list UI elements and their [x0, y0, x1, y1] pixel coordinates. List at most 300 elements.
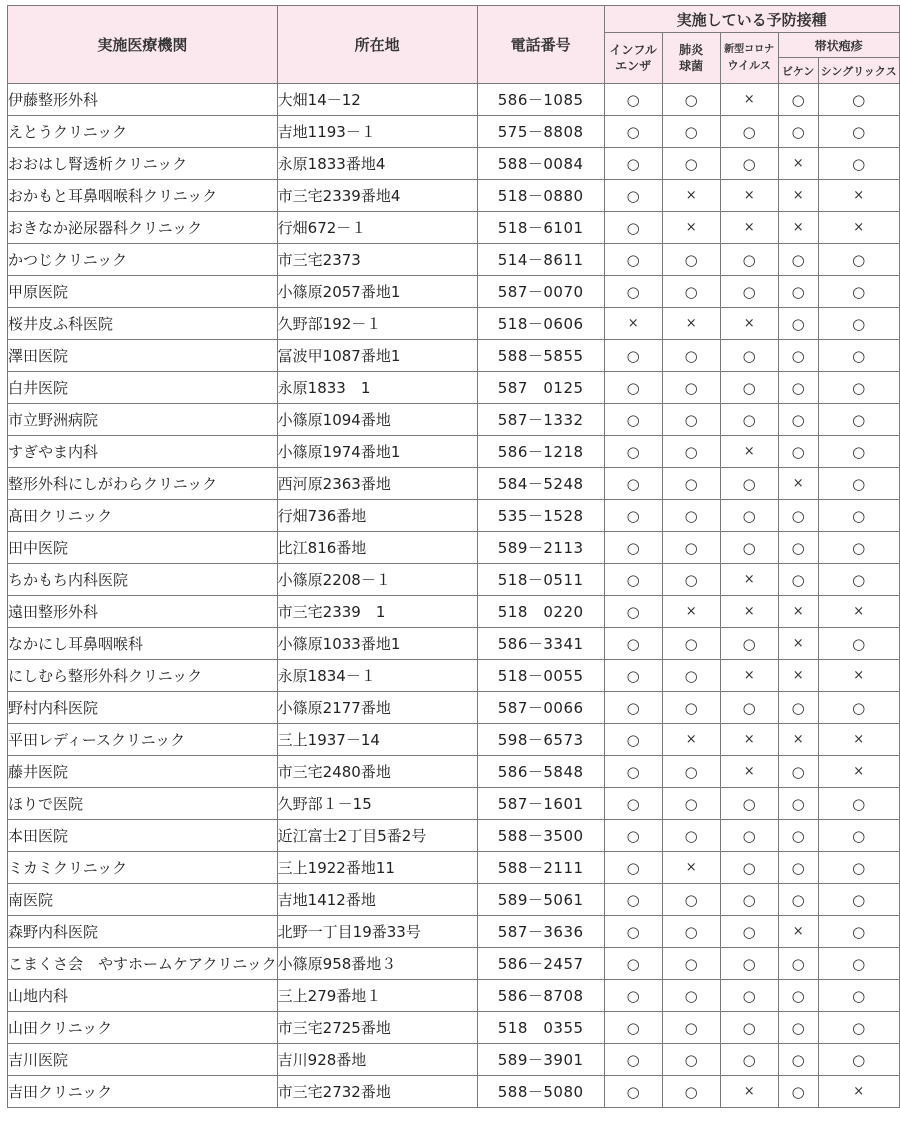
- institution-name-cell: 桜井皮ふ科医院: [8, 308, 278, 340]
- shingrix-cell: ○: [818, 468, 899, 500]
- phone-cell: 535－1528: [477, 500, 604, 532]
- phone-cell: 584－5248: [477, 468, 604, 500]
- influenza-cell: ○: [604, 884, 662, 916]
- table-row: [8, 148, 900, 180]
- institution-name-cell: 白井医院: [8, 372, 278, 404]
- pneumococcal-cell: ○: [662, 84, 720, 116]
- phone-cell: 587－0066: [477, 692, 604, 724]
- bigen-cell: ○: [778, 852, 818, 884]
- table-row: [8, 500, 900, 532]
- table-row: [8, 404, 900, 436]
- pneumococcal-cell: ○: [662, 1012, 720, 1044]
- institution-name-cell: おかもと耳鼻咽喉科クリニック: [8, 180, 278, 212]
- institution-name-cell: 平田レディースクリニック: [8, 724, 278, 756]
- shingrix-cell: ○: [818, 84, 899, 116]
- phone-cell: 589－5061: [477, 884, 604, 916]
- pneumococcal-cell: ○: [662, 372, 720, 404]
- covid-cell: ×: [720, 756, 778, 788]
- address-cell: 久野部１－15: [277, 788, 477, 820]
- institution-name-cell: こまくさ会 やすホームケアクリニック: [8, 948, 278, 980]
- phone-cell: 586－8708: [477, 980, 604, 1012]
- covid-cell: ×: [720, 436, 778, 468]
- address-cell: 西河原2363番地: [277, 468, 477, 500]
- shingrix-cell: ○: [818, 788, 899, 820]
- pneumococcal-cell: ○: [662, 820, 720, 852]
- influenza-cell: ○: [604, 916, 662, 948]
- phone-cell: 586－3341: [477, 628, 604, 660]
- bigen-cell: ×: [778, 724, 818, 756]
- shingrix-cell: ○: [818, 692, 899, 724]
- phone-cell: 518－0511: [477, 564, 604, 596]
- table-row: [8, 116, 900, 148]
- shingrix-cell: ×: [818, 1076, 899, 1108]
- pneumococcal-cell: ○: [662, 1044, 720, 1076]
- institution-name-cell: 山田クリニック: [8, 1012, 278, 1044]
- pneumococcal-cell: ○: [662, 884, 720, 916]
- shingrix-cell: ○: [818, 500, 899, 532]
- table-row: [8, 628, 900, 660]
- address-cell: 久野部192－１: [277, 308, 477, 340]
- influenza-cell: ○: [604, 596, 662, 628]
- bigen-cell: ○: [778, 1076, 818, 1108]
- header-covid-line2: ウイルス: [727, 59, 771, 72]
- shingrix-cell: ○: [818, 948, 899, 980]
- pneumococcal-cell: ×: [662, 596, 720, 628]
- header-bigen: ビケン: [778, 58, 818, 84]
- header-shingles-group: 帯状疱疹: [778, 33, 899, 58]
- covid-cell: ×: [720, 564, 778, 596]
- phone-cell: 518 0220: [477, 596, 604, 628]
- influenza-cell: ○: [604, 820, 662, 852]
- influenza-cell: ○: [604, 180, 662, 212]
- covid-cell: ○: [720, 628, 778, 660]
- header-institution: 実施医療機関: [8, 6, 278, 84]
- covid-cell: ×: [720, 212, 778, 244]
- bigen-cell: ○: [778, 1012, 818, 1044]
- table-row: [8, 1076, 900, 1108]
- influenza-cell: ○: [604, 1044, 662, 1076]
- influenza-cell: ○: [604, 756, 662, 788]
- covid-cell: ×: [720, 84, 778, 116]
- bigen-cell: ○: [778, 564, 818, 596]
- pneumococcal-cell: ○: [662, 244, 720, 276]
- pneumococcal-cell: ○: [662, 468, 720, 500]
- phone-cell: 587 0125: [477, 372, 604, 404]
- address-cell: 吉川928番地: [277, 1044, 477, 1076]
- address-cell: 小篠原1974番地1: [277, 436, 477, 468]
- influenza-cell: ○: [604, 148, 662, 180]
- table-row: [8, 340, 900, 372]
- phone-cell: 586－1218: [477, 436, 604, 468]
- address-cell: 永原1833 1: [277, 372, 477, 404]
- institution-name-cell: おきなか泌尿器科クリニック: [8, 212, 278, 244]
- phone-cell: 588－0084: [477, 148, 604, 180]
- covid-cell: ○: [720, 532, 778, 564]
- influenza-cell: ○: [604, 724, 662, 756]
- influenza-cell: ○: [604, 436, 662, 468]
- header-shingrix: シングリックス: [818, 58, 899, 84]
- table-row: [8, 468, 900, 500]
- table-row: [8, 308, 900, 340]
- address-cell: 小篠原958番地３: [277, 948, 477, 980]
- table-row: [8, 692, 900, 724]
- address-cell: 小篠原1094番地: [277, 404, 477, 436]
- pneumococcal-cell: ○: [662, 948, 720, 980]
- address-cell: 市三宅2339番地4: [277, 180, 477, 212]
- institution-name-cell: 野村内科医院: [8, 692, 278, 724]
- bigen-cell: ○: [778, 244, 818, 276]
- pneumococcal-cell: ○: [662, 660, 720, 692]
- bigen-cell: ○: [778, 404, 818, 436]
- address-cell: 小篠原2177番地: [277, 692, 477, 724]
- shingrix-cell: ○: [818, 340, 899, 372]
- table-row: [8, 372, 900, 404]
- shingrix-cell: ○: [818, 1012, 899, 1044]
- covid-cell: ○: [720, 340, 778, 372]
- covid-cell: ○: [720, 116, 778, 148]
- bigen-cell: ○: [778, 276, 818, 308]
- phone-cell: 518－0055: [477, 660, 604, 692]
- address-cell: 市三宅2339 1: [277, 596, 477, 628]
- shingrix-cell: ○: [818, 564, 899, 596]
- table-row: [8, 564, 900, 596]
- institution-name-cell: 整形外科にしがわらクリニック: [8, 468, 278, 500]
- covid-cell: ○: [720, 372, 778, 404]
- institution-name-cell: すぎやま内科: [8, 436, 278, 468]
- institution-name-cell: かつじクリニック: [8, 244, 278, 276]
- institution-name-cell: 田中医院: [8, 532, 278, 564]
- covid-cell: ○: [720, 1012, 778, 1044]
- table-row: [8, 436, 900, 468]
- phone-cell: 587－0070: [477, 276, 604, 308]
- table-row: [8, 724, 900, 756]
- phone-cell: 587－1601: [477, 788, 604, 820]
- shingrix-cell: ○: [818, 916, 899, 948]
- institution-name-cell: なかにし耳鼻咽喉科: [8, 628, 278, 660]
- pneumococcal-cell: ○: [662, 276, 720, 308]
- shingrix-cell: ×: [818, 756, 899, 788]
- header-vaccines-group: 実施している予防接種: [604, 6, 899, 33]
- shingrix-cell: ○: [818, 820, 899, 852]
- influenza-cell: ○: [604, 660, 662, 692]
- header-phone: 電話番号: [477, 6, 604, 84]
- shingrix-cell: ○: [818, 436, 899, 468]
- bigen-cell: ○: [778, 980, 818, 1012]
- phone-cell: 598－6573: [477, 724, 604, 756]
- covid-cell: ○: [720, 948, 778, 980]
- shingrix-cell: ×: [818, 724, 899, 756]
- header-influenza-line2: エンザ: [615, 59, 652, 73]
- phone-cell: 586－2457: [477, 948, 604, 980]
- pneumococcal-cell: ○: [662, 788, 720, 820]
- institution-name-cell: 本田医院: [8, 820, 278, 852]
- pneumococcal-cell: ×: [662, 852, 720, 884]
- header-address: 所在地: [277, 6, 477, 84]
- pneumococcal-cell: ○: [662, 916, 720, 948]
- shingrix-cell: ×: [818, 180, 899, 212]
- covid-cell: ×: [720, 724, 778, 756]
- phone-cell: 588－5855: [477, 340, 604, 372]
- institution-name-cell: 吉田クリニック: [8, 1076, 278, 1108]
- influenza-cell: ○: [604, 564, 662, 596]
- table-row: [8, 532, 900, 564]
- pneumococcal-cell: ○: [662, 756, 720, 788]
- institution-name-cell: 澤田医院: [8, 340, 278, 372]
- shingrix-cell: ○: [818, 628, 899, 660]
- phone-cell: 586－5848: [477, 756, 604, 788]
- institution-name-cell: ほりで医院: [8, 788, 278, 820]
- pneumococcal-cell: ×: [662, 212, 720, 244]
- table-row: [8, 212, 900, 244]
- shingrix-cell: ○: [818, 148, 899, 180]
- bigen-cell: ×: [778, 468, 818, 500]
- table-row: [8, 756, 900, 788]
- address-cell: 市三宅2725番地: [277, 1012, 477, 1044]
- bigen-cell: ○: [778, 436, 818, 468]
- covid-cell: ○: [720, 500, 778, 532]
- shingrix-cell: ×: [818, 660, 899, 692]
- table-row: [8, 244, 900, 276]
- address-cell: 三上279番地１: [277, 980, 477, 1012]
- table-row: [8, 916, 900, 948]
- influenza-cell: ○: [604, 372, 662, 404]
- institution-name-cell: 山地内科: [8, 980, 278, 1012]
- address-cell: 小篠原1033番地1: [277, 628, 477, 660]
- phone-cell: 587－3636: [477, 916, 604, 948]
- influenza-cell: ○: [604, 1076, 662, 1108]
- influenza-cell: ×: [604, 308, 662, 340]
- bigen-cell: ○: [778, 532, 818, 564]
- covid-cell: ○: [720, 916, 778, 948]
- phone-cell: 588－2111: [477, 852, 604, 884]
- address-cell: 小篠原2208－１: [277, 564, 477, 596]
- pneumococcal-cell: ○: [662, 980, 720, 1012]
- table-row: [8, 276, 900, 308]
- institution-name-cell: 伊藤整形外科: [8, 84, 278, 116]
- address-cell: 市三宅2373: [277, 244, 477, 276]
- shingrix-cell: ○: [818, 372, 899, 404]
- bigen-cell: ○: [778, 756, 818, 788]
- shingrix-cell: ○: [818, 852, 899, 884]
- address-cell: 近江富士2丁目5番2号: [277, 820, 477, 852]
- covid-cell: ×: [720, 660, 778, 692]
- address-cell: 吉地1412番地: [277, 884, 477, 916]
- table-row: [8, 820, 900, 852]
- phone-cell: 518 0355: [477, 1012, 604, 1044]
- shingrix-cell: ○: [818, 1044, 899, 1076]
- pneumococcal-cell: ○: [662, 500, 720, 532]
- covid-cell: ○: [720, 884, 778, 916]
- phone-cell: 589－3901: [477, 1044, 604, 1076]
- phone-cell: 588－5080: [477, 1076, 604, 1108]
- covid-cell: ○: [720, 468, 778, 500]
- institution-name-cell: 甲原医院: [8, 276, 278, 308]
- table-row: [8, 852, 900, 884]
- shingrix-cell: ○: [818, 244, 899, 276]
- pneumococcal-cell: ○: [662, 532, 720, 564]
- influenza-cell: ○: [604, 212, 662, 244]
- influenza-cell: ○: [604, 980, 662, 1012]
- covid-cell: ○: [720, 788, 778, 820]
- shingrix-cell: ○: [818, 276, 899, 308]
- phone-cell: 575－8808: [477, 116, 604, 148]
- pneumococcal-cell: ○: [662, 564, 720, 596]
- covid-cell: ×: [720, 596, 778, 628]
- phone-cell: 518－0606: [477, 308, 604, 340]
- shingrix-cell: ○: [818, 532, 899, 564]
- bigen-cell: ○: [778, 884, 818, 916]
- phone-cell: 514－8611: [477, 244, 604, 276]
- pneumococcal-cell: ○: [662, 404, 720, 436]
- shingrix-cell: ○: [818, 980, 899, 1012]
- pneumococcal-cell: ○: [662, 1076, 720, 1108]
- header-covid: [720, 33, 778, 84]
- table-row: [8, 1012, 900, 1044]
- covid-cell: ○: [720, 276, 778, 308]
- address-cell: 冨波甲1087番地1: [277, 340, 477, 372]
- table-row: [8, 980, 900, 1012]
- phone-cell: 587－1332: [477, 404, 604, 436]
- covid-cell: ×: [720, 180, 778, 212]
- covid-cell: ×: [720, 308, 778, 340]
- shingrix-cell: ○: [818, 116, 899, 148]
- covid-cell: ○: [720, 148, 778, 180]
- bigen-cell: ○: [778, 340, 818, 372]
- institution-name-cell: えとうクリニック: [8, 116, 278, 148]
- bigen-cell: ○: [778, 692, 818, 724]
- shingrix-cell: ○: [818, 884, 899, 916]
- bigen-cell: ×: [778, 212, 818, 244]
- bigen-cell: ×: [778, 628, 818, 660]
- header-covid-line1: 新型コロナ: [724, 44, 775, 55]
- covid-cell: ○: [720, 1044, 778, 1076]
- institution-name-cell: おおはし腎透析クリニック: [8, 148, 278, 180]
- pneumococcal-cell: ×: [662, 180, 720, 212]
- pneumococcal-cell: ○: [662, 436, 720, 468]
- bigen-cell: ×: [778, 180, 818, 212]
- pneumococcal-cell: ○: [662, 340, 720, 372]
- table-row: [8, 1044, 900, 1076]
- table-row: [8, 660, 900, 692]
- influenza-cell: ○: [604, 1012, 662, 1044]
- influenza-cell: ○: [604, 244, 662, 276]
- influenza-cell: ○: [604, 116, 662, 148]
- phone-cell: 588－3500: [477, 820, 604, 852]
- table-body: [8, 84, 900, 1108]
- covid-cell: ○: [720, 404, 778, 436]
- shingrix-cell: ×: [818, 212, 899, 244]
- bigen-cell: ○: [778, 500, 818, 532]
- address-cell: 比江816番地: [277, 532, 477, 564]
- bigen-cell: ○: [778, 116, 818, 148]
- covid-cell: ○: [720, 980, 778, 1012]
- address-cell: 三上1937－14: [277, 724, 477, 756]
- influenza-cell: ○: [604, 340, 662, 372]
- table-row: [8, 84, 900, 116]
- institution-name-cell: 吉川医院: [8, 1044, 278, 1076]
- institution-name-cell: にしむら整形外科クリニック: [8, 660, 278, 692]
- bigen-cell: ×: [778, 148, 818, 180]
- address-cell: 北野一丁目19番33号: [277, 916, 477, 948]
- header-influenza: [604, 33, 662, 84]
- bigen-cell: ○: [778, 308, 818, 340]
- influenza-cell: ○: [604, 948, 662, 980]
- covid-cell: ×: [720, 1076, 778, 1108]
- institution-name-cell: 藤井医院: [8, 756, 278, 788]
- influenza-cell: ○: [604, 788, 662, 820]
- covid-cell: ○: [720, 852, 778, 884]
- influenza-cell: ○: [604, 532, 662, 564]
- influenza-cell: ○: [604, 628, 662, 660]
- address-cell: 永原1834－１: [277, 660, 477, 692]
- influenza-cell: ○: [604, 276, 662, 308]
- table-row: [8, 884, 900, 916]
- bigen-cell: ○: [778, 1044, 818, 1076]
- institution-name-cell: 森野内科医院: [8, 916, 278, 948]
- institution-name-cell: 市立野洲病院: [8, 404, 278, 436]
- influenza-cell: ○: [604, 404, 662, 436]
- phone-cell: 518－6101: [477, 212, 604, 244]
- institution-name-cell: ちかもち内科医院: [8, 564, 278, 596]
- pneumococcal-cell: ○: [662, 116, 720, 148]
- table-row: [8, 788, 900, 820]
- address-cell: 吉地1193－１: [277, 116, 477, 148]
- bigen-cell: ○: [778, 788, 818, 820]
- address-cell: 行畑672－１: [277, 212, 477, 244]
- phone-cell: 589－2113: [477, 532, 604, 564]
- header-pneumococcal-line1: 肺炎: [679, 43, 704, 57]
- vaccination-institution-table: [7, 5, 900, 1108]
- address-cell: 三上1922番地11: [277, 852, 477, 884]
- influenza-cell: ○: [604, 692, 662, 724]
- institution-name-cell: 遠田整形外科: [8, 596, 278, 628]
- shingrix-cell: ○: [818, 308, 899, 340]
- institution-name-cell: 髙田クリニック: [8, 500, 278, 532]
- influenza-cell: ○: [604, 500, 662, 532]
- table-row: [8, 596, 900, 628]
- bigen-cell: ○: [778, 372, 818, 404]
- influenza-cell: ○: [604, 852, 662, 884]
- address-cell: 小篠原2057番地1: [277, 276, 477, 308]
- bigen-cell: ○: [778, 948, 818, 980]
- bigen-cell: ×: [778, 660, 818, 692]
- pneumococcal-cell: ×: [662, 724, 720, 756]
- influenza-cell: ○: [604, 468, 662, 500]
- header-pneumococcal-line2: 球菌: [679, 59, 704, 73]
- address-cell: 市三宅2732番地: [277, 1076, 477, 1108]
- phone-cell: 518－0880: [477, 180, 604, 212]
- phone-cell: 586－1085: [477, 84, 604, 116]
- covid-cell: ○: [720, 244, 778, 276]
- covid-cell: ○: [720, 820, 778, 852]
- covid-cell: ○: [720, 692, 778, 724]
- header-influenza-line1: インフル: [609, 43, 657, 57]
- shingrix-cell: ○: [818, 404, 899, 436]
- bigen-cell: ○: [778, 820, 818, 852]
- address-cell: 市三宅2480番地: [277, 756, 477, 788]
- address-cell: 永原1833番地4: [277, 148, 477, 180]
- institution-name-cell: 南医院: [8, 884, 278, 916]
- bigen-cell: ×: [778, 916, 818, 948]
- bigen-cell: ×: [778, 596, 818, 628]
- pneumococcal-cell: ○: [662, 148, 720, 180]
- address-cell: 大畑14－12: [277, 84, 477, 116]
- pneumococcal-cell: ×: [662, 308, 720, 340]
- pneumococcal-cell: ○: [662, 692, 720, 724]
- header-pneumococcal: [662, 33, 720, 84]
- influenza-cell: ○: [604, 84, 662, 116]
- institution-name-cell: ミカミクリニック: [8, 852, 278, 884]
